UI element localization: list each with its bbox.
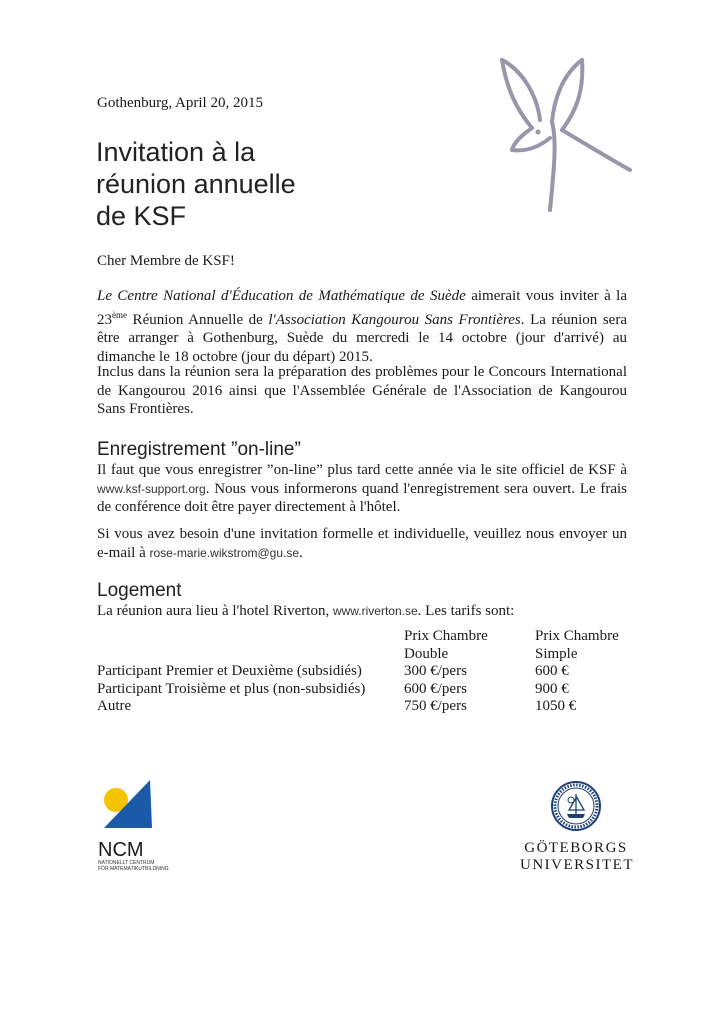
title-line-3: de KSF xyxy=(96,201,187,231)
intro-text-b: Réunion Annuelle de xyxy=(127,311,269,328)
row-label: Participant Premier et Deuxième (subsidiés) xyxy=(97,663,362,679)
invitation-text: Si vous avez besoin d'une invitation formelle et individuelle, veuillez nous envoyer un e-mail à xyxy=(97,526,627,561)
inclus-paragraph: Inclus dans la réunion sera la préparation des problèmes pour le Concours International de Kangourou 2016 ainsi que l'Assemblée Générale de l'Association de Kangourou Sans Frontières. xyxy=(97,364,627,417)
row-double: 600 €/pers xyxy=(404,680,467,697)
row-label: Participant Troisième et plus (non-subsidiés) xyxy=(97,680,366,697)
gu-name-line-2: UNIVERSITET xyxy=(520,857,634,873)
association-name: l'Association Kangourou Sans Frontières xyxy=(268,311,521,328)
row-simple: 1050 € xyxy=(535,698,577,714)
col-simple-line-2: Simple xyxy=(535,645,578,662)
col-header-simple xyxy=(535,628,619,663)
lodging-text-a: La réunion aura lieu à l'hotel Riverton, xyxy=(97,603,333,619)
ncm-subtitle-1: NATIONELLT CENTRUM xyxy=(98,860,155,866)
table-row xyxy=(97,663,619,681)
row-simple: 900 € xyxy=(535,680,569,697)
lodging-paragraph xyxy=(97,602,627,621)
date-line: Gothenburg, April 20, 2015 xyxy=(97,95,263,111)
row-double: 300 €/pers xyxy=(404,663,467,679)
row-simple: 600 € xyxy=(535,663,569,679)
row-label: Autre xyxy=(97,698,132,714)
greeting: Cher Membre de KSF! xyxy=(97,253,235,269)
gu-name-line-1: GÖTEBORGS xyxy=(524,840,628,856)
gu-logo xyxy=(520,780,634,873)
row-double: 750 €/pers xyxy=(404,698,467,714)
title-line-1: Invitation à la xyxy=(96,137,256,167)
invitation-paragraph xyxy=(97,525,627,562)
col-double-line-2: Double xyxy=(404,645,449,662)
table-row xyxy=(97,681,619,699)
table-row xyxy=(97,698,619,716)
ksf-site-link[interactable]: www.ksf-support.org xyxy=(97,481,206,496)
email-link[interactable]: rose-marie.wikstrom@gu.se xyxy=(149,545,300,560)
registration-text-b: . Nous vous informerons quand l'enregistrement sera ouvert. Le frais de conférence doit être payer directement à l'hôtel. xyxy=(97,480,627,515)
ncm-emblem-icon xyxy=(98,778,158,834)
col-double-line-1: Prix Chambre xyxy=(404,628,488,644)
invitation-end: . xyxy=(299,544,303,561)
intro-paragraph xyxy=(97,287,627,366)
registration-paragraph xyxy=(97,461,627,517)
intro-text-a: aimerait vous inviter à la 23 xyxy=(97,288,627,328)
gu-seal-icon xyxy=(550,780,602,832)
org-name: Le Centre National d'Éducation de Mathématique de Suède xyxy=(97,288,466,304)
intro-text-c: . La réunion sera être arranger à Gothenburg, Suède du mercredi le 14 octobre (jour d'arrivé) au dimanche le 18 octobre (jour du départ) 2015. xyxy=(97,311,627,365)
table-header-empty xyxy=(97,628,404,663)
intro-superscript: ème xyxy=(112,309,127,320)
table-header-row xyxy=(97,628,619,663)
document-title xyxy=(96,136,296,232)
registration-text-a: Il faut que vous enregistrer ”on-line” plus tard cette année via le site officiel de KSF à xyxy=(97,462,627,478)
lodging-heading: Logement xyxy=(97,580,182,601)
lodging-text-b: . Les tarifs sont: xyxy=(417,603,515,619)
col-header-double xyxy=(404,628,535,663)
title-line-2: réunion annuelle xyxy=(96,169,296,199)
rates-table xyxy=(97,628,619,716)
registration-heading: Enregistrement ”on-line” xyxy=(97,439,301,460)
col-simple-line-1: Prix Chambre xyxy=(535,628,619,644)
ncm-abbr: NCM xyxy=(98,839,144,861)
hotel-link[interactable]: www.riverton.se xyxy=(332,604,418,618)
kangaroo-logo xyxy=(492,50,637,220)
ncm-logo xyxy=(98,778,198,872)
ncm-subtitle-2: FÖR MATEMATIKUTBILDNING xyxy=(98,866,169,872)
